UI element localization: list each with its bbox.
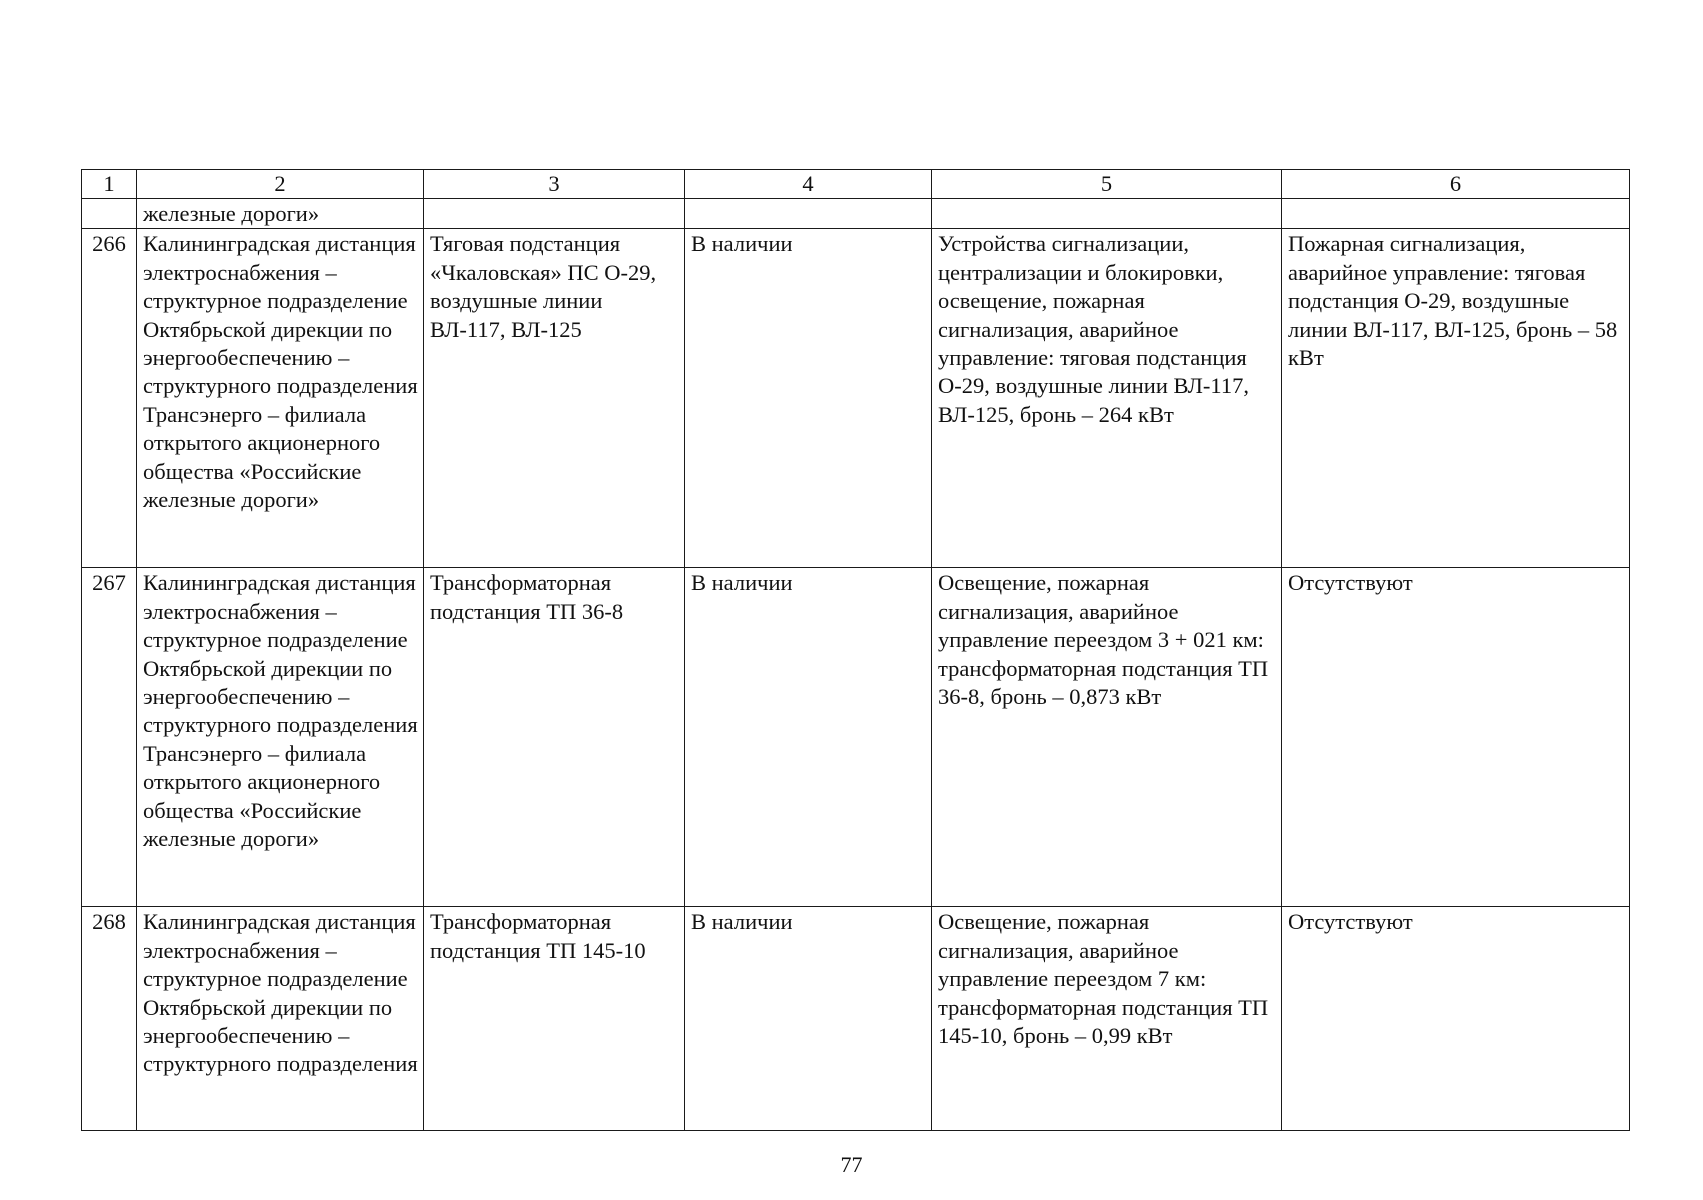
reserve-cell: Отсутствуют bbox=[1282, 907, 1630, 1131]
continuation-row bbox=[82, 199, 1630, 229]
availability-cell: В наличии bbox=[685, 907, 932, 1131]
header-cell-5: 5 bbox=[932, 170, 1282, 199]
table-header-row bbox=[82, 170, 1630, 199]
consumers-cell: Освещение, пожарная сигнализация, аварийное управление переездом 3 + 021 км: трансформаторная подстанция ТП 36-8, бронь – 0,873 кВт bbox=[932, 568, 1282, 907]
continuation-cell-1 bbox=[82, 199, 137, 229]
facility-cell: Тяговая подстанция «Чкаловская» ПС О-29, воздушные линии ВЛ-117, ВЛ-125 bbox=[424, 229, 685, 568]
continuation-cell-4 bbox=[685, 199, 932, 229]
organization-cell: Калининградская дистанция электроснабжения – структурное подразделение Октябрьской дирекции по энергообеспечению – структурного подразделения Трансэнерго – филиала открытого акционерного общества «Российские железные дороги» bbox=[137, 568, 424, 907]
availability-cell: В наличии bbox=[685, 568, 932, 907]
row-number: 268 bbox=[82, 907, 137, 1131]
continuation-cell-3 bbox=[424, 199, 685, 229]
reserve-cell: Пожарная сигнализация, аварийное управление: тяговая подстанция О-29, воздушные линии ВЛ-117, ВЛ-125, бронь – 58 кВт bbox=[1282, 229, 1630, 568]
facility-cell: Трансформаторная подстанция ТП 36-8 bbox=[424, 568, 685, 907]
table-row bbox=[82, 907, 1630, 1131]
reserve-cell: Отсутствуют bbox=[1282, 568, 1630, 907]
continuation-cell-2: железные дороги» bbox=[137, 199, 424, 229]
facility-cell: Трансформаторная подстанция ТП 145-10 bbox=[424, 907, 685, 1131]
header-cell-6: 6 bbox=[1282, 170, 1630, 199]
row-number: 267 bbox=[82, 568, 137, 907]
header-cell-4: 4 bbox=[685, 170, 932, 199]
table-row bbox=[82, 229, 1630, 568]
consumers-cell: Устройства сигнализации, централизации и блокировки, освещение, пожарная сигнализация, аварийное управление: тяговая подстанция О-29, воздушные линии ВЛ-117, ВЛ-125, бронь – 264 кВт bbox=[932, 229, 1282, 568]
continuation-cell-6 bbox=[1282, 199, 1630, 229]
consumers-cell: Освещение, пожарная сигнализация, аварийное управление переездом 7 км: трансформаторная подстанция ТП 145-10, бронь – 0,99 кВт bbox=[932, 907, 1282, 1131]
data-table bbox=[81, 169, 1630, 1131]
header-cell-1: 1 bbox=[82, 170, 137, 199]
table-row bbox=[82, 568, 1630, 907]
page-number: 77 bbox=[840, 1152, 863, 1177]
header-cell-3: 3 bbox=[424, 170, 685, 199]
row-number: 266 bbox=[82, 229, 137, 568]
availability-cell: В наличии bbox=[685, 229, 932, 568]
organization-cell: Калининградская дистанция электроснабжения – структурное подразделение Октябрьской дирекции по энергообеспечению – структурного подразделения bbox=[137, 907, 424, 1131]
organization-cell: Калининградская дистанция электроснабжения – структурное подразделение Октябрьской дирекции по энергообеспечению – структурного подразделения Трансэнерго – филиала открытого акционерного общества «Российские железные дороги» bbox=[137, 229, 424, 568]
header-cell-2: 2 bbox=[137, 170, 424, 199]
continuation-cell-5 bbox=[932, 199, 1282, 229]
